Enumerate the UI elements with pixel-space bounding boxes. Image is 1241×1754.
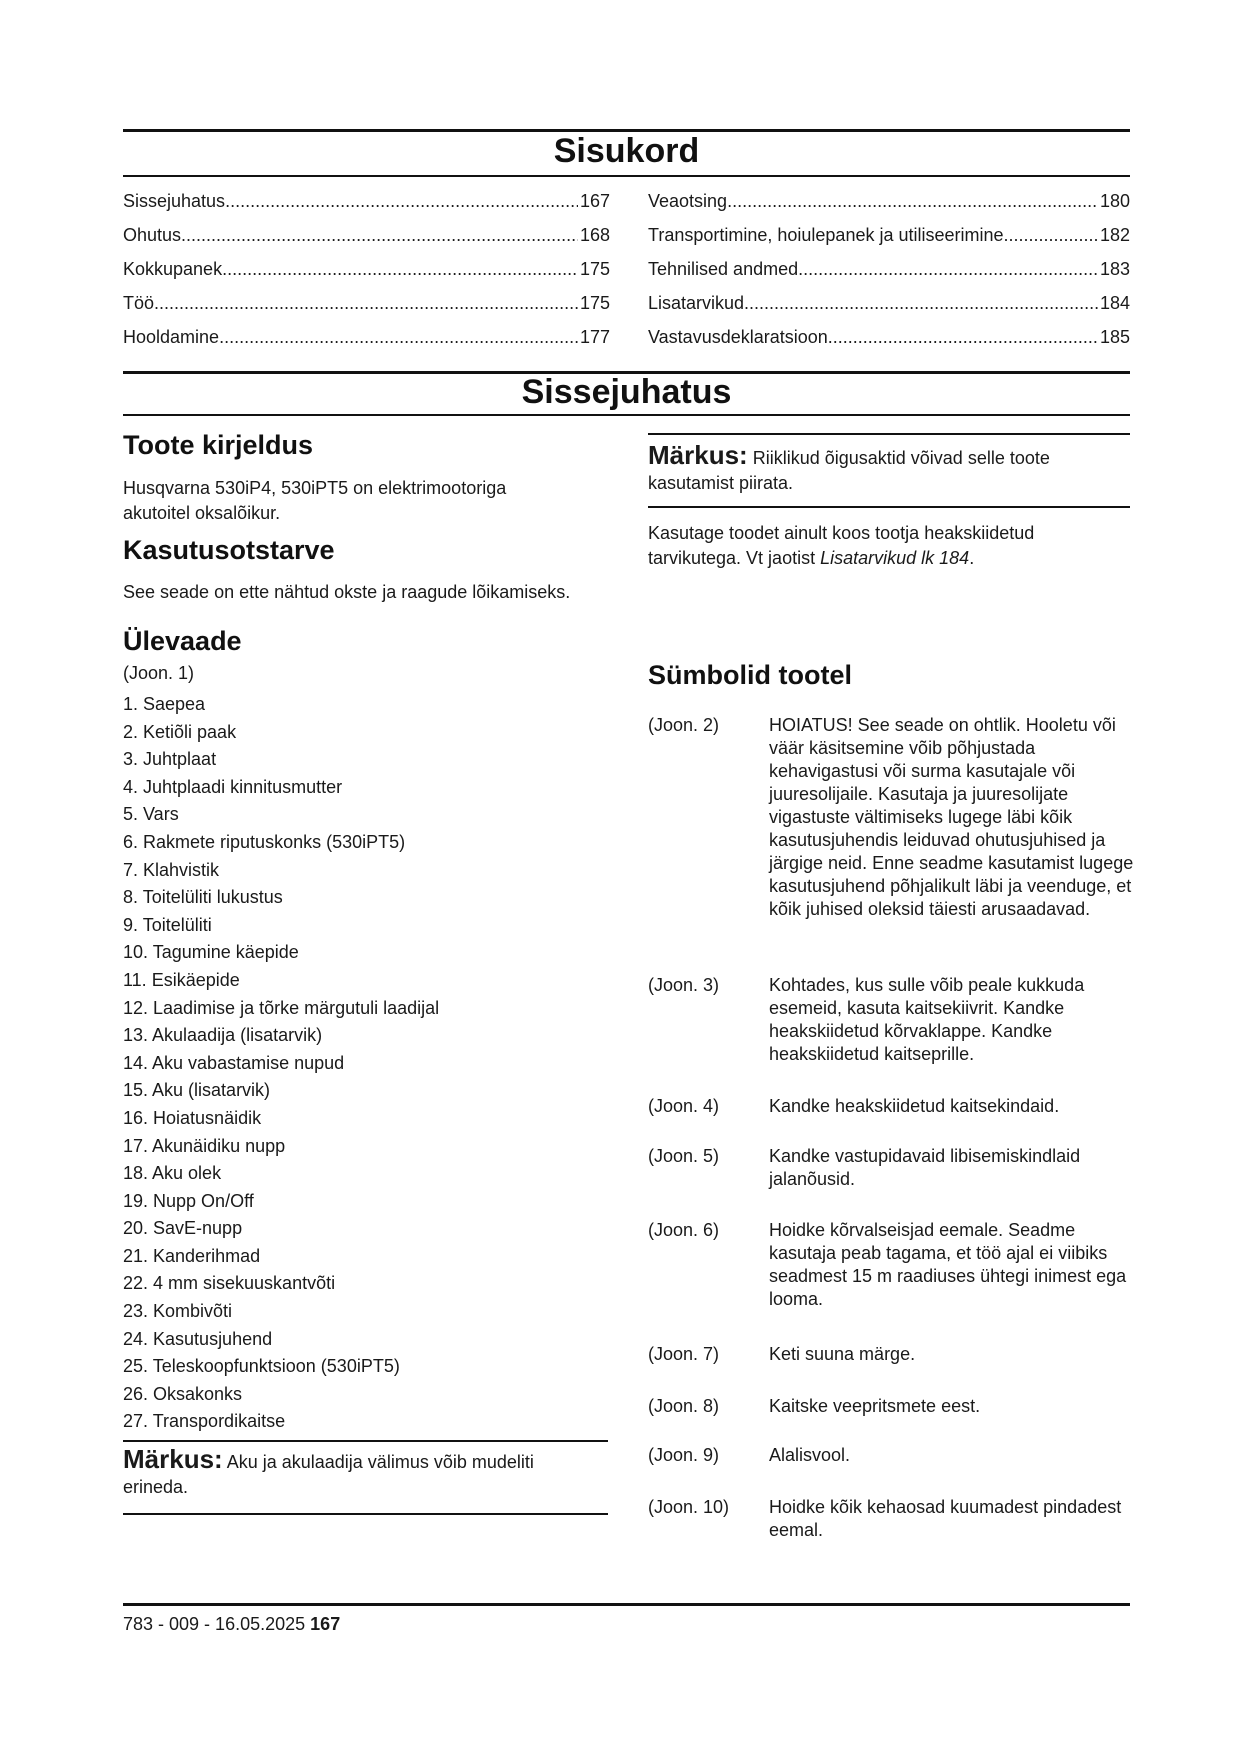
toc-leader-dots <box>225 189 578 223</box>
symbol-text: Kohtades, kus sulle võib peale kukkuda esemeid, kasuta kaitsekiivrit. Kandke heakskiidetud kõrvaklappe. Kandke heakskiidetud kaitseprille. <box>769 975 1085 1064</box>
accessory-sentence: Kasutage toodet ainult koos tootja heakskiidetud tarvikutega. Vt jaotist <box>648 523 1035 568</box>
overview-item: 19. Nupp On/Off <box>123 1190 254 1211</box>
divider <box>123 1513 608 1515</box>
toc-leader-dots <box>828 325 1098 359</box>
toc-right-column <box>648 189 1130 359</box>
overview-item: 20. SavE-nupp <box>123 1218 243 1239</box>
toc-entry-page: 185 <box>1099 327 1130 347</box>
symbol-ref: (Joon. 3) <box>648 975 720 995</box>
overview-item: 23. Kombivõti <box>123 1301 233 1322</box>
overview-item: 14. Aku vabastamise nupud <box>123 1052 345 1073</box>
overview-item: 27. Transpordikaitse <box>123 1411 286 1432</box>
product-text: Husqvarna 530iP4, 530iPT5 on elektrimootoriga akutoitel oksalõikur. <box>123 478 507 523</box>
section-title: Sissejuhatus <box>521 373 732 411</box>
toc-entry-label: Hooldamine <box>123 327 220 347</box>
toc-leader-dots <box>181 223 578 257</box>
toc-entry-label: Vastavusdeklaratsioon <box>648 327 828 347</box>
divider <box>123 175 1130 177</box>
toc-leader-dots <box>744 291 1098 325</box>
overview-item: 22. 4 mm sisekuuskantvõti <box>123 1273 336 1294</box>
toc-entry-page: 168 <box>579 225 610 245</box>
product-heading: Toote kirjeldus <box>123 430 314 460</box>
accessory-link[interactable]: Lisatarvikud lk 184 <box>820 548 970 568</box>
overview-item: 7. Klahvistik <box>123 859 220 880</box>
toc-entry-label: Transportimine, hoiulepanek ja utiliseerimine <box>648 225 1004 245</box>
divider <box>648 506 1130 508</box>
toc-entry[interactable] <box>123 257 610 291</box>
toc-entry-page: 167 <box>579 191 610 211</box>
overview-list <box>123 692 593 1437</box>
toc-entry-label: Sissejuhatus <box>123 191 226 211</box>
note-right <box>648 442 1118 496</box>
symbol-text: Kaitske veepritsmete eest. <box>769 1396 981 1416</box>
symbol-text: Hoidke kõrvalseisjad eemale. Seadme kasutaja peab tagama, et töö ajal ei viibiks seadmest 15 m raadiuses ühtegi inimest ega looma. <box>769 1220 1127 1309</box>
symbol-text: Hoidke kõik kehaosad kuumadest pindadest eemal. <box>769 1497 1122 1540</box>
toc-entry-label: Lisatarvikud <box>648 293 745 313</box>
usage-heading: Kasutusotstarve <box>123 535 335 565</box>
symbol-ref: (Joon. 6) <box>648 1220 720 1240</box>
note-text: Riiklikud õigusaktid võivad selle toote kasutamist piirata. <box>648 448 1050 493</box>
overview-item: 17. Akunäidiku nupp <box>123 1135 286 1156</box>
overview-item: 4. Juhtplaadi kinnitusmutter <box>123 776 343 797</box>
toc-entry[interactable] <box>123 325 610 359</box>
overview-item: 13. Akulaadija (lisatarvik) <box>123 1025 323 1046</box>
overview-item: 6. Rakmete riputuskonks (530iPT5) <box>123 831 406 852</box>
divider <box>648 433 1130 435</box>
usage-text: See seade on ette nähtud okste ja raagude lõikamiseks. <box>123 582 571 602</box>
symbol-text: Alalisvool. <box>769 1445 851 1465</box>
toc-entry[interactable] <box>648 291 1130 325</box>
symbol-ref: (Joon. 2) <box>648 715 720 735</box>
toc-entry-page: 177 <box>579 327 610 347</box>
overview-item: 16. Hoiatusnäidik <box>123 1107 262 1128</box>
toc-leader-dots <box>154 291 578 325</box>
toc-leader-dots <box>222 257 578 291</box>
toc-entry[interactable] <box>648 189 1130 223</box>
overview-item: 2. Ketiõli paak <box>123 721 237 742</box>
overview-item: 12. Laadimise ja tõrke märgutuli laadijal <box>123 997 440 1018</box>
note-label: Märkus: <box>648 440 748 470</box>
overview-item: 24. Kasutusjuhend <box>123 1328 273 1349</box>
footer <box>123 1614 340 1635</box>
symbol-text: Keti suuna märge. <box>769 1344 916 1364</box>
overview-item: 18. Aku olek <box>123 1163 222 1184</box>
toc-entry[interactable] <box>123 189 610 223</box>
toc-entry-page: 182 <box>1099 225 1130 245</box>
symbol-ref: (Joon. 8) <box>648 1396 720 1416</box>
toc-entry-label: Kokkupanek <box>123 259 223 279</box>
symbol-ref: (Joon. 5) <box>648 1146 720 1166</box>
note-text: Aku ja akulaadija välimus võib mudeliti erineda. <box>123 1452 534 1497</box>
symbol-ref: (Joon. 4) <box>648 1096 720 1116</box>
overview-item: 26. Oksakonks <box>123 1383 243 1404</box>
accessory-end: . <box>969 548 975 568</box>
toc-leader-dots <box>798 257 1098 291</box>
toc-leader-dots <box>727 189 1098 223</box>
toc-left-column <box>123 189 610 359</box>
toc-entry[interactable] <box>123 291 610 325</box>
footer-doc-info: 783 - 009 - 16.05.2025 <box>123 1614 306 1634</box>
toc-entry[interactable] <box>648 325 1130 359</box>
symbol-text: HOIATUS! See seade on ohtlik. Hooletu või väär käsitsemine võib põhjustada kehavigastusi või surma kasutajale või juuresolijaile. Kasutaja ja juuresolijate vigastuste vältimiseks lugege läbi kõik kasutusjuhendis leiduvad ohutusjuhised ja järgige neid. Enne seadme kasutamist lugege kasutusjuhend põhjalikult läbi ja veenduge, et kõik juhised oleksid täiesti arusaadavad. <box>769 715 1134 919</box>
symbols-heading: Sümbolid tootel <box>648 660 852 690</box>
overview-heading: Ülevaade <box>123 626 242 656</box>
toc-entry-label: Ohutus <box>123 225 182 245</box>
toc-entry-page: 175 <box>579 259 610 279</box>
toc-entry-label: Töö <box>123 293 155 313</box>
toc-entry-page: 180 <box>1099 191 1130 211</box>
accessory-text <box>648 521 1118 571</box>
overview-item: 9. Toitelüliti <box>123 914 212 935</box>
toc-leader-dots <box>219 325 578 359</box>
footer-page-number: 167 <box>310 1614 341 1634</box>
toc-entry-page: 183 <box>1099 259 1130 279</box>
toc-entry-page: 184 <box>1099 293 1130 313</box>
toc-entry[interactable] <box>123 223 610 257</box>
overview-item: 25. Teleskoopfunktsioon (530iPT5) <box>123 1356 400 1377</box>
divider <box>123 1603 1130 1606</box>
toc-entry-label: Veaotsing <box>648 191 728 211</box>
toc-entry-label: Tehnilised andmed <box>648 259 799 279</box>
overview-item: 3. Juhtplaat <box>123 749 217 770</box>
toc-title: Sisukord <box>553 132 700 170</box>
toc-entry[interactable] <box>648 257 1130 291</box>
overview-item: 1. Saepea <box>123 694 206 714</box>
symbol-ref: (Joon. 10) <box>648 1497 730 1517</box>
toc-leader-dots <box>1004 223 1098 257</box>
symbol-ref: (Joon. 7) <box>648 1344 720 1364</box>
note-label: Märkus: <box>123 1444 223 1474</box>
overview-item: 8. Toitelüliti lukustus <box>123 887 283 908</box>
overview-item: 21. Kanderihmad <box>123 1245 261 1266</box>
note-left <box>123 1446 593 1500</box>
overview-item: 11. Esikäepide <box>123 969 240 990</box>
toc-entry-page: 175 <box>579 293 610 313</box>
divider <box>123 1440 608 1442</box>
symbol-text: Kandke vastupidavaid libisemiskindlaid jalanõusid. <box>769 1146 1081 1189</box>
symbol-ref: (Joon. 9) <box>648 1445 720 1465</box>
overview-ref: (Joon. 1) <box>123 663 195 683</box>
overview-item: 10. Tagumine käepide <box>123 942 299 963</box>
overview-item: 5. Vars <box>123 804 179 825</box>
overview-item: 15. Aku (lisatarvik) <box>123 1080 271 1101</box>
symbol-text: Kandke heakskiidetud kaitsekindaid. <box>769 1096 1060 1116</box>
divider <box>123 414 1130 416</box>
toc-entry[interactable] <box>648 223 1130 257</box>
